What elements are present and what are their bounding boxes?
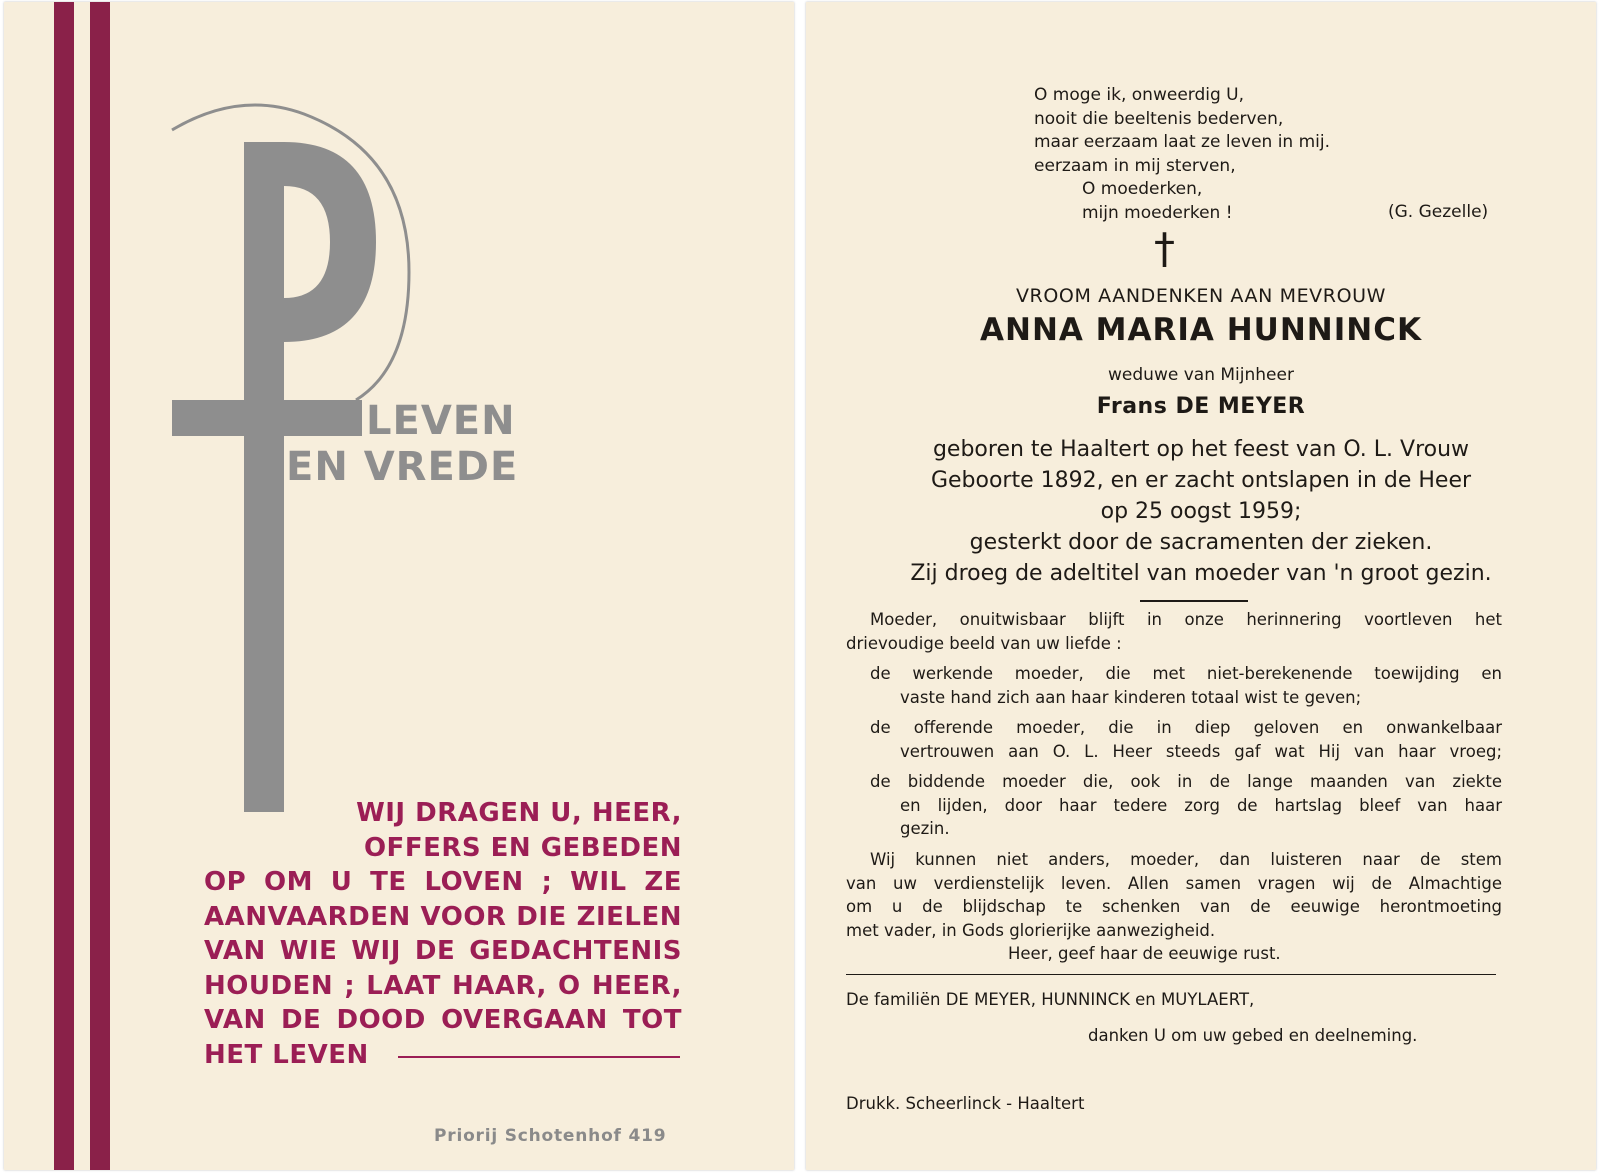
closing-paragraph xyxy=(846,848,1502,966)
prayer-text xyxy=(204,796,682,1072)
prayer-line: OP OM U TE LOVEN ; WIL ZE xyxy=(204,867,682,897)
item-line: de offerende moeder, die in diep geloven en onwankelbaar xyxy=(870,718,1502,737)
item-line: en lijden, door haar tedere zorg de hartslag bleef van haar xyxy=(900,795,1502,815)
bio-line: Geboorte 1892, en er zacht ontslapen in de Heer xyxy=(930,468,1472,493)
intro-paragraph xyxy=(846,608,1502,655)
publisher-imprint: Priorij Schotenhof 419 xyxy=(434,1126,667,1146)
prayer-line: HET LEVEN xyxy=(204,1039,369,1070)
item-line: de biddende moeder die, ook in de lange maanden van ziekte xyxy=(870,772,1502,791)
item-werkende xyxy=(846,662,1502,709)
cross-icon: † xyxy=(1154,224,1175,273)
bio-line: gesterkt door de sacramenten der zieken. xyxy=(969,530,1433,555)
closing-line: om u de blijdschap te schenken van de eeuwige herontmoeting xyxy=(846,897,1502,916)
husband-name: Frans DE MEYER xyxy=(1096,394,1306,419)
right-card xyxy=(806,2,1596,1170)
item-line: de werkende moeder, die met niet-berekenende toewijding en xyxy=(870,664,1502,683)
item-line: gezin. xyxy=(900,819,950,838)
prayer-line: OFFERS EN GEBEDEN xyxy=(363,832,682,863)
memorial-heading: VROOM AANDENKEN AAN MEVROUW xyxy=(1015,285,1387,307)
poem-line: maar eerzaam laat ze leven in mij. xyxy=(1034,132,1331,152)
biography xyxy=(806,434,1596,589)
cross-stem xyxy=(244,142,284,812)
family-line: De familiën DE MEYER, HUNNINCK en MUYLAERT, xyxy=(846,990,1255,1009)
section-divider xyxy=(1140,600,1248,602)
bio-line: op 25 oogst 1959; xyxy=(1100,499,1302,524)
poem-line: O moederken, xyxy=(1082,179,1203,199)
prayer-line: VAN WIE WIJ DE GEDACHTENIS xyxy=(204,936,682,966)
poem-line: mijn moederken ! xyxy=(1082,202,1233,223)
prayer-line: WIJ DRAGEN U, HEER, xyxy=(356,798,682,828)
poem-line: O moge ik, onweerdig U, xyxy=(1034,85,1245,105)
cross-motif-emblem xyxy=(4,2,794,902)
deceased-name: ANNA MARIA HUNNINCK xyxy=(980,312,1422,348)
closing-line: Wij kunnen niet anders, moeder, dan luisteren naar de stem xyxy=(870,850,1502,869)
item-line: vaste hand zich aan haar kinderen totaal wist te geven; xyxy=(900,687,1362,707)
motif-en-vrede: EN VREDE xyxy=(286,444,519,490)
item-biddende xyxy=(846,770,1502,841)
rest-line: Heer, geef haar de eeuwige rust. xyxy=(1008,944,1281,963)
poem xyxy=(1034,84,1330,225)
item-line: vertrouwen aan O. L. Heer steeds gaf wat Hij van haar vroeg; xyxy=(900,741,1502,761)
thanks-line: danken U om uw gebed en deelneming. xyxy=(1088,1026,1418,1045)
bio-line: Zij droeg de adeltitel van moeder van 'n groot gezin. xyxy=(910,561,1492,586)
prayer-line: AANVAARDEN VOOR DIE ZIELEN xyxy=(204,901,682,932)
poem-line: nooit die beeltenis bederven, xyxy=(1034,108,1284,129)
prayer-end-rule xyxy=(398,1056,680,1058)
prayer-line: VAN DE DOOD OVERGAAN TOT xyxy=(204,1005,682,1035)
bio-line: geboren te Haaltert op het feest van O. L. Vrouw xyxy=(932,437,1470,462)
intro-line: Moeder, onuitwisbaar blijft in onze herinnering voortleven het xyxy=(870,610,1502,629)
left-card xyxy=(4,2,794,1170)
motif-leven: LEVEN xyxy=(366,398,516,444)
intro-line: drievoudige beeld van uw liefde : xyxy=(846,633,1122,653)
closing-line: van uw verdienstelijk leven. Allen samen vragen wij de Almachtige xyxy=(846,873,1502,893)
printer-imprint: Drukk. Scheerlinck - Haaltert xyxy=(846,1094,1085,1113)
poem-line: eerzaam in mij sterven, xyxy=(1034,155,1236,176)
poem-author: (G. Gezelle) xyxy=(1388,202,1489,222)
item-offerende xyxy=(846,716,1502,763)
prayer-line: HOUDEN ; LAAT HAAR, O HEER, xyxy=(204,970,682,1001)
closing-line: met vader, in Gods glorierijke aanwezigheid. xyxy=(846,920,1216,940)
widow-line: weduwe van Mijnheer xyxy=(1108,365,1294,385)
footer-divider xyxy=(846,974,1496,975)
cross-arm xyxy=(172,400,362,436)
